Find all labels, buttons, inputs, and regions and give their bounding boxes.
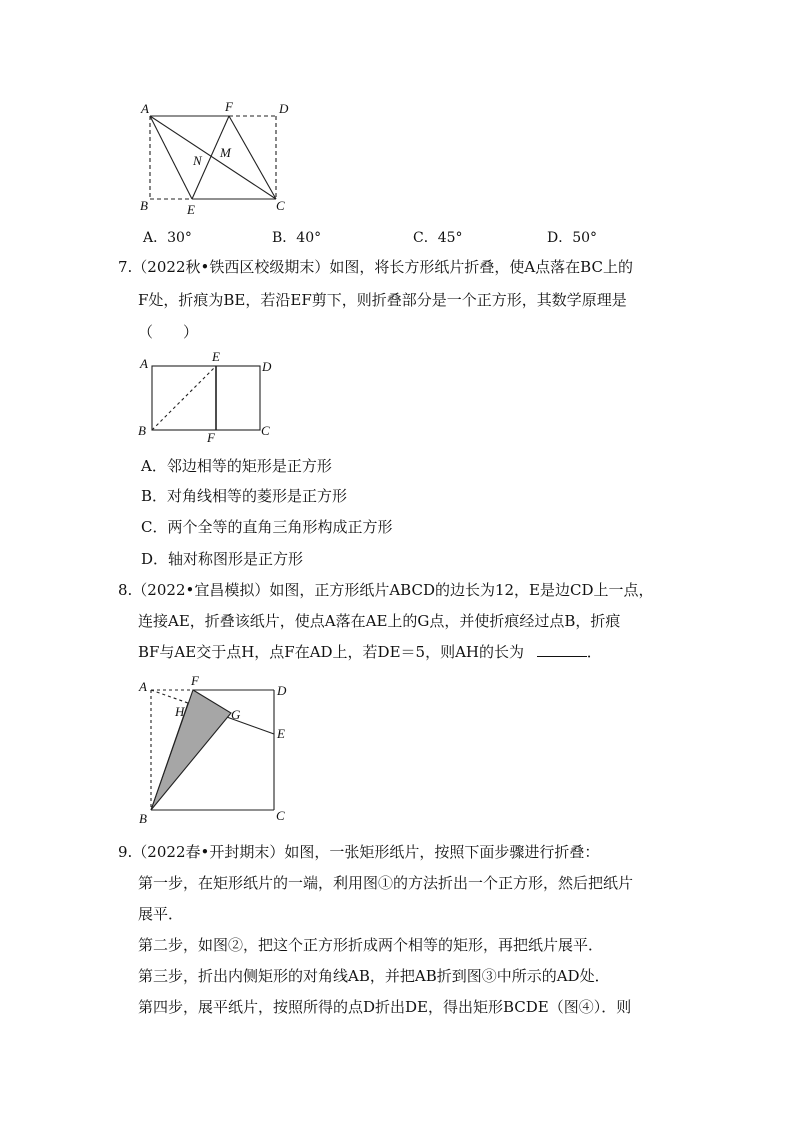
q8-stem-line1: 8.（2022•宜昌模拟）如图，正方形纸片ABCD的边长为12，E是边CD上一点， xyxy=(118,581,654,599)
q7-label-A: A xyxy=(140,356,148,371)
q9-stem-line1: 9.（2022春•开封期末）如图，一张矩形纸片，按照下面步骤进行折叠： xyxy=(118,843,600,861)
q6-label-M: M xyxy=(220,145,231,160)
q6-figure xyxy=(130,95,300,220)
q7-label-F: F xyxy=(207,430,215,445)
q6-label-N: N xyxy=(193,153,202,168)
q7-option-b: B．对角线相等的菱形是正方形 xyxy=(141,487,348,505)
q7-label-B: B xyxy=(138,423,146,438)
q6-label-F: F xyxy=(225,99,233,114)
q8-label-F: F xyxy=(191,673,199,688)
q8-stem-line3-end: ． xyxy=(586,643,602,661)
q7-label-D: D xyxy=(262,359,272,374)
q6-label-A: A xyxy=(141,101,149,116)
q6-option-a: A．30° xyxy=(143,230,192,246)
q6-label-C: C xyxy=(276,198,285,213)
q6-option-c: C．45° xyxy=(413,230,463,246)
q8-label-A: A xyxy=(139,679,147,694)
q8-label-D: D xyxy=(277,683,287,698)
q6-label-E: E xyxy=(187,202,195,217)
q7-label-E: E xyxy=(212,349,220,364)
q7-label-C: C xyxy=(261,423,270,438)
q8-answer-blank xyxy=(537,642,587,657)
q8-label-C: C xyxy=(276,808,285,823)
q6-label-D: D xyxy=(279,101,289,116)
q8-stem-line3-text: BF与AE交于点H，点F在AD上，若DE＝5，则AH的长为 xyxy=(138,643,524,661)
q9-step1-line2: 展平． xyxy=(138,905,184,923)
q6-option-b: B．40° xyxy=(272,230,322,246)
q6-option-d: D．50° xyxy=(547,230,598,246)
q7-answer-blank: （ ） xyxy=(138,323,199,341)
q7-option-a: A．邻边相等的矩形是正方形 xyxy=(141,457,332,475)
q9-step4: 第四步，展平纸片，按照所得的点D折出DE，得出矩形BCDE（图④）．则 xyxy=(138,998,632,1016)
q7-figure xyxy=(130,345,280,445)
q8-label-B: B xyxy=(139,811,147,826)
q9-step3: 第三步，折出内侧矩形的对角线AB，并把AB折到图③中所示的AD处． xyxy=(138,967,610,985)
q7-stem-line1: 7.（2022秋•铁西区校级期末）如图，将长方形纸片折叠，使A点落在BC上的 xyxy=(118,258,633,276)
q8-figure xyxy=(130,672,300,827)
q8-label-H: H xyxy=(175,704,185,719)
q8-label-E: E xyxy=(277,726,285,741)
q8-label-G: G xyxy=(231,707,241,722)
q6-label-B: B xyxy=(140,198,148,213)
q9-step2: 第二步，如图②，把这个正方形折成两个相等的矩形，再把纸片展平． xyxy=(138,936,604,954)
q8-stem-line2: 连接AE，折叠该纸片，使点A落在AE上的G点，并使折痕经过点B，折痕 xyxy=(138,612,621,630)
q7-option-c: C．两个全等的直角三角形构成正方形 xyxy=(141,518,393,536)
q8-stem-line3 xyxy=(138,642,602,662)
q9-step1-line1: 第一步，在矩形纸片的一端，利用图①的方法折出一个正方形，然后把纸片 xyxy=(138,874,634,892)
q7-stem-line2: F处，折痕为BE，若沿EF剪下，则折叠部分是一个正方形，其数学原理是 xyxy=(138,291,627,309)
q7-option-d: D．轴对称图形是正方形 xyxy=(141,550,304,568)
